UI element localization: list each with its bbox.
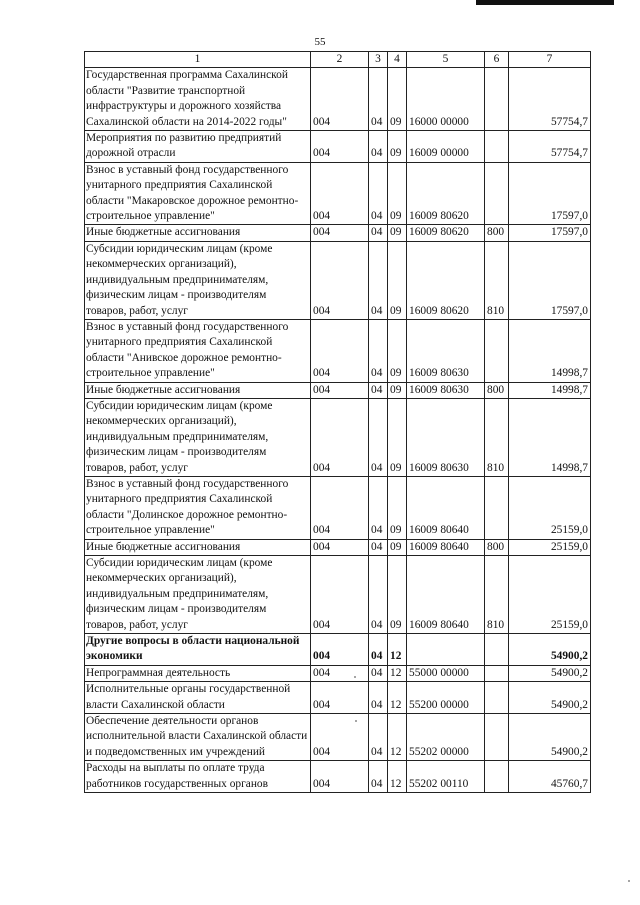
cell-name: Расходы на выплаты по оплате труда работников государственных органов xyxy=(85,761,311,793)
cell-name: Субсидии юридическим лицам (кроме некоммерческих организаций), индивидуальным предпринимателям, физическим лицам - производителям товаров, работ, услуг xyxy=(85,556,311,634)
cell-name: Взнос в уставный фонд государственного унитарного предприятия Сахалинской области "Анивское дорожное ремонтно-строительное управление" xyxy=(85,319,311,382)
header-col-7: 7 xyxy=(509,52,591,68)
cell-csr: 55000 00000 xyxy=(407,665,485,681)
header-col-4: 4 xyxy=(388,52,407,68)
cell-rz: 04 xyxy=(369,665,388,681)
table-row xyxy=(85,556,591,634)
cell-name: Иные бюджетные ассигнования xyxy=(85,382,311,398)
cell-rz: 04 xyxy=(369,539,388,555)
cell-sum: 54900,2 xyxy=(509,714,591,761)
cell-ved: 004 xyxy=(311,68,369,131)
cell-pr: 12 xyxy=(388,761,407,793)
cell-name: Иные бюджетные ассигнования xyxy=(85,225,311,241)
cell-pr: 09 xyxy=(388,382,407,398)
cell-ved: 004 xyxy=(311,682,369,714)
cell-ved: 004 xyxy=(311,539,369,555)
cell-ved: 004 xyxy=(311,225,369,241)
table-row xyxy=(85,68,591,131)
table-row xyxy=(85,382,591,398)
cell-vr: 810 xyxy=(485,556,509,634)
cell-sum: 14998,7 xyxy=(509,398,591,476)
cell-ved: 004 xyxy=(311,162,369,225)
cell-name: Обеспечение деятельности органов исполнительной власти Сахалинской области и подведомственных им учреждений xyxy=(85,714,311,761)
cell-sum: 57754,7 xyxy=(509,131,591,163)
cell-rz: 04 xyxy=(369,682,388,714)
cell-vr: 810 xyxy=(485,398,509,476)
page-number: 55 xyxy=(314,36,326,48)
table-row xyxy=(85,539,591,555)
cell-rz: 04 xyxy=(369,131,388,163)
cell-sum: 45760,7 xyxy=(509,761,591,793)
cell-ved: 004 xyxy=(311,241,369,319)
cell-csr: 16009 80620 xyxy=(407,241,485,319)
cell-vr xyxy=(485,68,509,131)
cell-sum: 54900,2 xyxy=(509,665,591,681)
cell-sum: 17597,0 xyxy=(509,225,591,241)
cell-csr: 16009 80630 xyxy=(407,398,485,476)
header-col-1: 1 xyxy=(85,52,311,68)
cell-vr xyxy=(485,714,509,761)
cell-pr: 12 xyxy=(388,634,407,666)
cell-name: Непрограммная деятельность xyxy=(85,665,311,681)
cell-sum: 54900,2 xyxy=(509,682,591,714)
cell-ved: 004 xyxy=(311,319,369,382)
cell-vr: 800 xyxy=(485,539,509,555)
cell-sum: 25159,0 xyxy=(509,556,591,634)
cell-rz: 04 xyxy=(369,398,388,476)
cell-name: Мероприятия по развитию предприятий дорожной отрасли xyxy=(85,131,311,163)
cell-ved: 004 xyxy=(311,761,369,793)
scan-speck xyxy=(628,880,630,882)
cell-ved: 004 xyxy=(311,131,369,163)
cell-csr: 16009 80630 xyxy=(407,382,485,398)
cell-pr: 12 xyxy=(388,714,407,761)
cell-sum: 54900,2 xyxy=(509,634,591,666)
cell-vr xyxy=(485,682,509,714)
cell-csr: 55202 00110 xyxy=(407,761,485,793)
cell-csr xyxy=(407,634,485,666)
cell-rz: 04 xyxy=(369,162,388,225)
cell-name: Субсидии юридическим лицам (кроме некоммерческих организаций), индивидуальным предпринимателям, физическим лицам - производителям товаров, работ, услуг xyxy=(85,398,311,476)
cell-name: Взнос в уставный фонд государственного унитарного предприятия Сахалинской области "Долинское дорожное ремонтно-строительное управление" xyxy=(85,476,311,539)
cell-rz: 04 xyxy=(369,382,388,398)
cell-vr xyxy=(485,131,509,163)
cell-vr xyxy=(485,162,509,225)
cell-vr: 810 xyxy=(485,241,509,319)
cell-csr: 16009 00000 xyxy=(407,131,485,163)
cell-vr xyxy=(485,319,509,382)
table-row xyxy=(85,665,591,681)
cell-sum: 57754,7 xyxy=(509,68,591,131)
cell-pr: 09 xyxy=(388,539,407,555)
cell-pr: 09 xyxy=(388,131,407,163)
cell-csr: 55200 00000 xyxy=(407,682,485,714)
cell-ved: 004 xyxy=(311,382,369,398)
cell-name: Субсидии юридическим лицам (кроме некоммерческих организаций), индивидуальным предпринимателям, физическим лицам - производителям товаров, работ, услуг xyxy=(85,241,311,319)
cell-sum: 14998,7 xyxy=(509,382,591,398)
table-row xyxy=(85,241,591,319)
cell-csr: 16009 80640 xyxy=(407,476,485,539)
cell-ved: 004 xyxy=(311,476,369,539)
cell-pr: 09 xyxy=(388,68,407,131)
table-row xyxy=(85,714,591,761)
cell-vr: 800 xyxy=(485,225,509,241)
cell-rz: 04 xyxy=(369,714,388,761)
table-row xyxy=(85,319,591,382)
cell-rz: 04 xyxy=(369,319,388,382)
cell-rz: 04 xyxy=(369,476,388,539)
header-col-3: 3 xyxy=(369,52,388,68)
cell-ved: 004 xyxy=(311,556,369,634)
cell-vr xyxy=(485,761,509,793)
header-col-5: 5 xyxy=(407,52,485,68)
header-col-6: 6 xyxy=(485,52,509,68)
cell-csr: 16009 80640 xyxy=(407,539,485,555)
table-body xyxy=(85,68,591,793)
cell-name: Другие вопросы в области национальной экономики xyxy=(85,634,311,666)
cell-csr: 16009 80620 xyxy=(407,225,485,241)
cell-sum: 25159,0 xyxy=(509,476,591,539)
cell-csr: 16009 80630 xyxy=(407,319,485,382)
cell-csr: 16009 80640 xyxy=(407,556,485,634)
cell-rz: 04 xyxy=(369,556,388,634)
cell-vr xyxy=(485,634,509,666)
cell-pr: 09 xyxy=(388,319,407,382)
cell-ved: 004 xyxy=(311,714,369,761)
cell-rz: 04 xyxy=(369,761,388,793)
cell-pr: 09 xyxy=(388,398,407,476)
cell-sum: 17597,0 xyxy=(509,162,591,225)
scan-speck xyxy=(354,676,356,678)
cell-pr: 09 xyxy=(388,476,407,539)
cell-ved: 004 xyxy=(311,665,369,681)
cell-name: Иные бюджетные ассигнования xyxy=(85,539,311,555)
cell-csr: 16009 80620 xyxy=(407,162,485,225)
cell-rz: 04 xyxy=(369,68,388,131)
table-row xyxy=(85,761,591,793)
cell-sum: 14998,7 xyxy=(509,319,591,382)
cell-vr xyxy=(485,665,509,681)
cell-rz: 04 xyxy=(369,241,388,319)
cell-pr: 12 xyxy=(388,682,407,714)
table-row xyxy=(85,398,591,476)
cell-rz: 04 xyxy=(369,634,388,666)
table-row xyxy=(85,162,591,225)
table-row xyxy=(85,476,591,539)
cell-pr: 09 xyxy=(388,162,407,225)
top-edge-mark xyxy=(476,0,614,5)
table-row xyxy=(85,682,591,714)
table-row xyxy=(85,131,591,163)
budget-table-container xyxy=(84,51,591,793)
cell-rz: 04 xyxy=(369,225,388,241)
cell-pr: 09 xyxy=(388,241,407,319)
cell-pr: 12 xyxy=(388,665,407,681)
cell-sum: 25159,0 xyxy=(509,539,591,555)
cell-name: Исполнительные органы государственной власти Сахалинской области xyxy=(85,682,311,714)
cell-csr: 55202 00000 xyxy=(407,714,485,761)
table-header-row xyxy=(85,52,591,68)
scan-speck xyxy=(355,720,357,722)
cell-vr xyxy=(485,476,509,539)
cell-name: Государственная программа Сахалинской области "Развитие транспортной инфраструктуры и дорожного хозяйства Сахалинской области на 2014-2022 годы" xyxy=(85,68,311,131)
cell-sum: 17597,0 xyxy=(509,241,591,319)
table-row xyxy=(85,634,591,666)
header-col-2: 2 xyxy=(311,52,369,68)
budget-table xyxy=(84,51,591,793)
cell-ved: 004 xyxy=(311,634,369,666)
cell-pr: 09 xyxy=(388,225,407,241)
cell-name: Взнос в уставный фонд государственного унитарного предприятия Сахалинской области "Макаровское дорожное ремонтно-строительное управление" xyxy=(85,162,311,225)
cell-vr: 800 xyxy=(485,382,509,398)
table-row xyxy=(85,225,591,241)
cell-ved: 004 xyxy=(311,398,369,476)
cell-pr: 09 xyxy=(388,556,407,634)
cell-csr: 16000 00000 xyxy=(407,68,485,131)
